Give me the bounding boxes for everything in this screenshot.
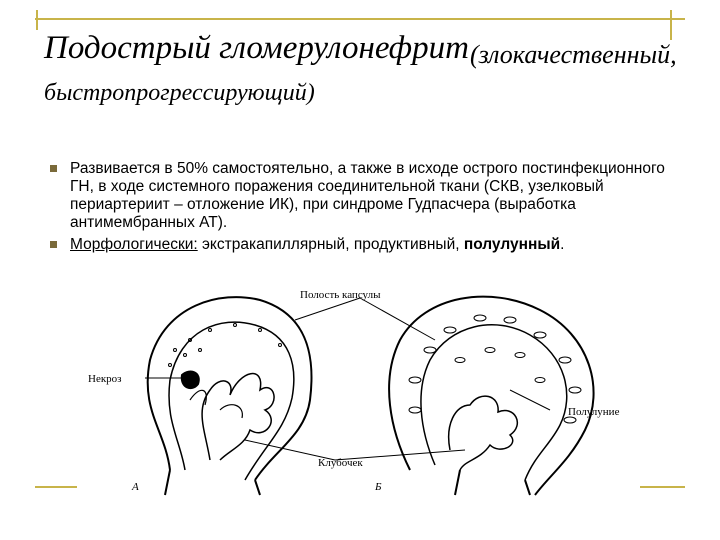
bullet-item-2 xyxy=(50,236,670,254)
label-capsule-cavity: Полость капсулы xyxy=(300,289,381,301)
bullet-2-bold: полулунный xyxy=(463,236,561,253)
bottom-right-rule xyxy=(640,486,685,488)
panel-a-drawing xyxy=(148,297,312,495)
slide-subtitle-line2: быстропрогрессирующий) xyxy=(44,80,315,106)
label-panel-b: Б xyxy=(375,481,382,493)
bullet-square-icon xyxy=(50,165,57,172)
bullet-1-text: Развивается в 50% самостоятельно, а также в исходе острого постинфекционного ГН, в ходе системного поражения соединительной ткани (СКВ, узелковый периартериит – отложение ИК), при синдроме Гудпасчера (выработка антимембранных АТ). xyxy=(70,160,665,231)
glomerulus-illustration xyxy=(70,280,630,500)
label-crescent: Полулуние xyxy=(568,406,620,418)
top-right-vertical-rule xyxy=(670,10,672,40)
label-glomerulus: Клубочек xyxy=(318,457,363,469)
panel-b-drawing xyxy=(389,297,593,495)
top-rule xyxy=(35,18,685,20)
slide-subtitle: (злокачественный, xyxy=(470,40,677,69)
bullet-2-suffix: . xyxy=(560,236,565,253)
bullet-2-prefix: Морфологически: xyxy=(70,236,198,253)
bullet-2-middle: экстракапиллярный, продуктивный, xyxy=(197,236,464,253)
bullet-square-icon xyxy=(50,241,57,248)
bullet-list xyxy=(50,160,670,258)
label-necrosis: Некроз xyxy=(88,373,122,385)
top-left-vertical-rule xyxy=(36,10,38,30)
label-panel-a: А xyxy=(132,481,139,493)
bullet-item-1 xyxy=(50,160,670,232)
slide-title: Подострый гломерулонефрит xyxy=(44,30,469,66)
